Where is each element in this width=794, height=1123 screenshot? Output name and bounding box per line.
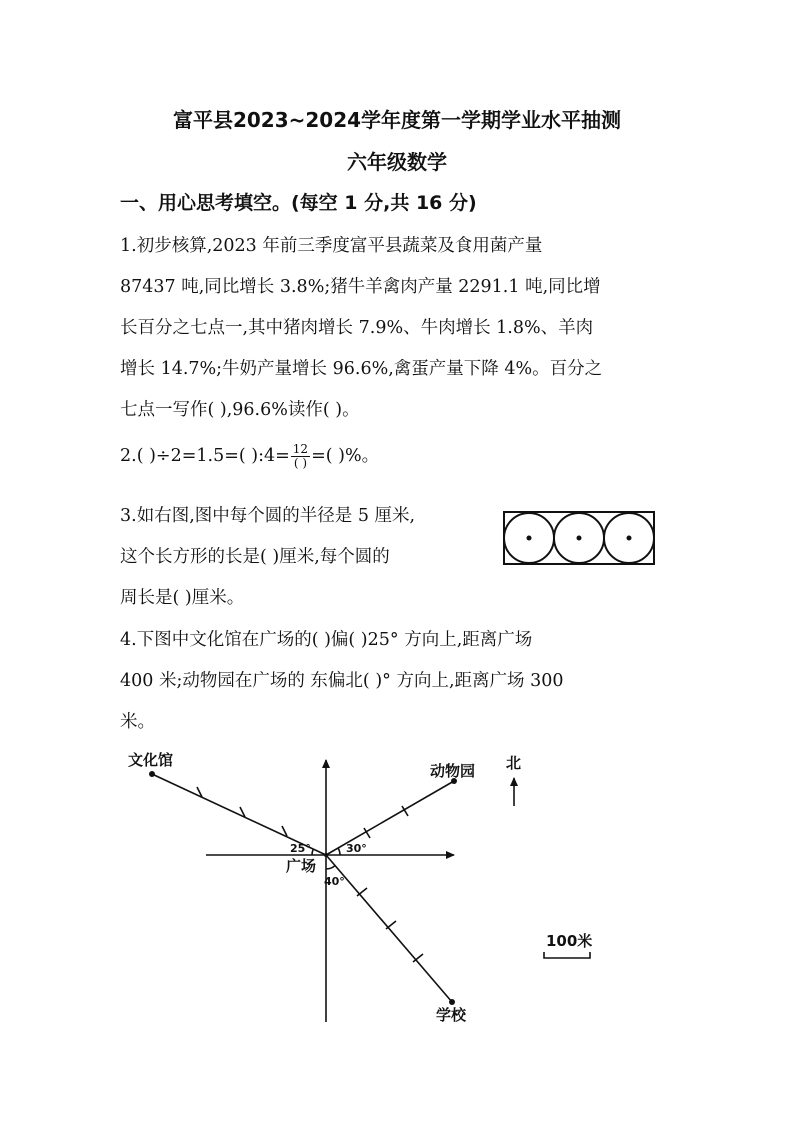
angle-40-label: 40° [324,875,345,888]
q4-line-1: 4.下图中文化馆在广场的( )偏( )25° 方向上,距离广场 [120,630,533,650]
page-subtitle: 六年级数学 [347,150,447,174]
fraction-denominator: ( ) [293,456,308,470]
angle-30-label: 30° [346,842,367,855]
q1-line-5: 七点一写作( ),96.6%读作( )。 [120,400,360,420]
school-point [449,999,455,1005]
angle-arc-25 [312,849,313,855]
rectangle-circles-figure [504,512,654,564]
circle-center-dot [627,536,632,541]
square-point [324,853,328,857]
circle-center-dot [527,536,532,541]
culture-point [149,771,155,777]
q2-part-2: =( )%。 [311,446,380,466]
zoo-label: 动物园 [430,762,476,780]
page-title: 富平县2023~2024学年度第一学期学业水平抽测 [172,108,622,132]
circle-center-dot [577,536,582,541]
culture-label: 文化馆 [128,751,174,769]
q3-line-1: 3.如右图,图中每个圆的半径是 5 厘米, [120,506,416,526]
q1-line-4: 增长 14.7%;牛奶产量增长 96.6%,禽蛋产量下降 4%。百分之 [120,359,603,379]
q1-line-3: 长百分之七点一,其中猪肉增长 7.9%、牛肉增长 1.8%、羊肉 [120,318,594,338]
q1-line-2: 87437 吨,同比增长 3.8%;猪牛羊禽肉产量 2291.1 吨,同比增 [120,277,601,297]
square-label: 广场 [286,857,317,875]
section-heading: 一、用心思考填空。(每空 1 分,共 16 分) [120,192,477,214]
scale-label: 100米 [546,932,593,950]
scale-bar [544,952,590,958]
angle-25-label: 25° [290,842,311,855]
q4-line-2: 400 米;动物园在广场的 东偏北( )° 方向上,距离广场 300 [120,671,564,691]
angle-arc-30 [338,848,340,855]
q3-line-3: 周长是( )厘米。 [120,588,245,608]
q2-part-1: 2.( )÷2=1.5=( ):4= [120,446,290,466]
angle-arc-40 [326,866,335,869]
school-ray [326,855,452,1002]
north-label: 北 [506,754,522,772]
school-label: 学校 [436,1006,467,1024]
tick-mark [386,921,396,929]
q3-line-2: 这个长方形的长是( )厘米,每个圆的 [120,547,390,567]
direction-map [152,760,593,1022]
q4-line-3: 米。 [120,712,155,732]
q1-line-1: 1.初步核算,2023 年前三季度富平县蔬菜及食用菌产量 [120,236,543,256]
fraction-numerator: 12 [292,442,309,456]
